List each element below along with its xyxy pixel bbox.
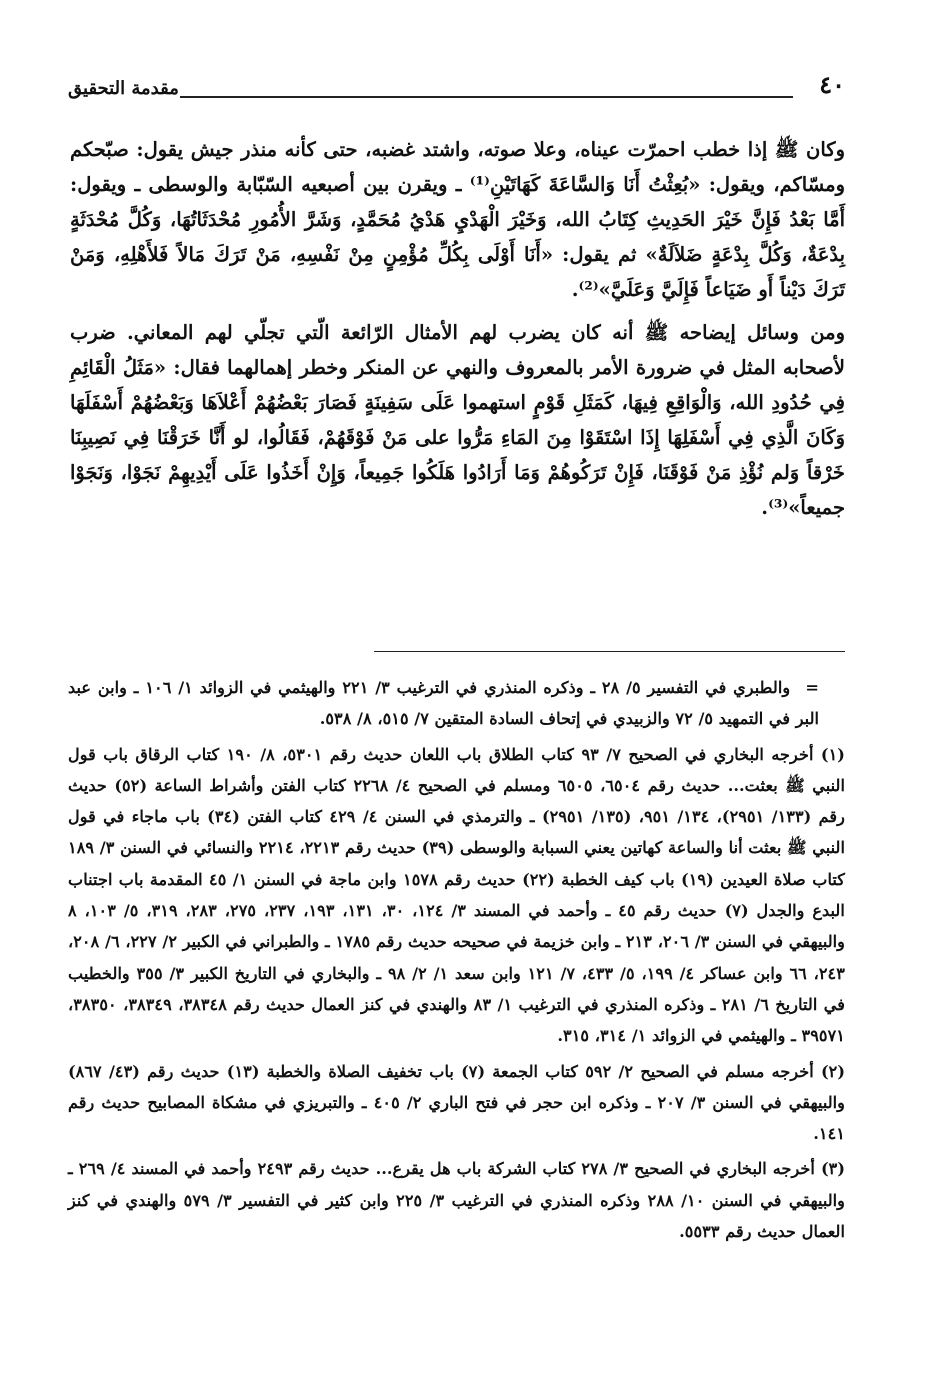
footnote-text: أخرجه البخاري في الصحيح ٧/ ٩٣ كتاب الطلاق باب اللعان حديث رقم ٥٣٠١، ٨/ ١٩٠ كتاب الرقاق باب قول النبي ﷺ بعثت... حديث رقم ٦٥٠٤، ٦٥٠٥ ومسلم في الصحيح ٤/ ٢٢٦٨ كتاب الفتن وأشراط الساعة (٥٢) حديث رقم (١٣٣/ ٢٩٥١)، ١٣٤/ ٩٥١، (١٣٥/ ٢٩٥١) ـ والترمذي في السنن ٤/ ٤٢٩ كتاب الفتن (٣٤) باب ماجاء في قول النبي ﷺ بعثت أنا والساعة كهاتين يعني السبابة والوسطى (٣٩) حديث رقم ٢٢١٣، ٢٢١٤ والنسائي في السنن ٣/ ١٨٩ كتاب صلاة العيدين (١٩) باب كيف الخطبة (٢٢) حديث رقم ١٥٧٨ وابن ماجة في السنن ١/ ٤٥ المقدمة باب اجتناب البدع والجدل (٧) حديث رقم ٤٥ ـ وأحمد في المسند ٣/ ١٢٤، ٣٠، ١٣١، ١٩٣، ٢٣٧، ٢٧٥، ٢٨٣، ٣١٩، ٥/ ١٠٣، ٨ والبيهقي في السنن ٣/ ٢٠٦، ٢١٣ ـ وابن خزيمة في صحيحه حديث رقم ١٧٨٥ ـ والطبراني في الكبير ٢/ ٢٢٧، ٦/ ٢٠٨، ٢٤٣، ٦٦ وابن عساكر ٤/ ١٩٩، ٥/ ٤٣٣، ٧/ ١٢١ وابن سعد ١/ ٢/ ٩٨ ـ والبخاري في التاريخ الكبير ٣/ ٣٥٥ والخطيب في التاريخ ٦/ ٢٨١ ـ وذكره المنذري في الترغيب ١/ ٨٣ والهندي في كنز العمال حديث رقم ٣٨٣٤٨، ٣٨٣٤٩، ٣٨٣٥٠، ٣٩٥٧١ ـ والهيثمي في الزوائد ١/ ٣١٤، ٣١٥.: [68, 744, 845, 1046]
footnote-text: أخرجه مسلم في الصحيح ٢/ ٥٩٢ كتاب الجمعة (٧) باب تخفيف الصلاة والخطبة (١٣) حديث رقم (٤٣/ ٨٦٧) والبيهقي في السنن ٣/ ٢٠٧ ـ وذكره ابن حجر في فتح الباري ٢/ ٤٠٥ ـ والتبريزي في مشكاة المصابيح حديث رقم ١٤١.: [68, 1061, 845, 1144]
running-title: مقدمة التحقيق: [68, 78, 179, 99]
page-header: [68, 70, 845, 106]
paragraph: وكان ﷺ إذا خطب احمرّت عيناه، وعلا صوته، واشتد غضبه، حتى كأنه منذر جيش يقول: صبّحكم ومسّاكم، ويقول: «بُعِثْتُ أَنَا وَالسَّاعَةَ كَهَاتَيْنِ⁽¹⁾ ـ ويقرن بين أصبعيه السّبّابة والوسطى ـ ويقول: أَمَّا بَعْدُ فَإِنَّ خَيْرَ الحَدِيثِ كِتَابُ الله، وَخَيْرَ الْهَدْيِ هَدْيُ مُحَمَّدٍ، وَشَرَّ الأُمُورِ مُحْدَثَاتُهَا، وَكُلَّ مُحْدَثَةٍ بِدْعَةٌ، وَكُلَّ بِدْعَةٍ ضَلاَلَةٌ» ثم يقول: «أَنَا أَوْلَى بِكُلِّ مُؤْمِنٍ مِنْ نَفْسِهِ، مَنْ تَرَكَ مَالاً فَلأَهْلِهِ، وَمَنْ تَرَكَ دَيْناً أَو ضَيَاعاً فَإِلَيَّ وَعَلَيَّ»⁽²⁾.: [70, 138, 845, 301]
footnote-marker: (٣): [820, 1159, 845, 1179]
footnote-continuation: [68, 672, 845, 735]
header-rule: [180, 96, 793, 98]
footnote-text: أخرجه البخاري في الصحيح ٣/ ٢٧٨ كتاب الشركة باب هل يقرع... حديث رقم ٢٤٩٣ وأحمد في المسند ٤/ ٢٦٩ ـ والبيهقي في السنن ١٠/ ٢٨٨ وذكره المنذري في الترغيب ٣/ ٢٢٥ وابن كثير في التفسير ٣/ ٥٧٩ والهندي في كنز العمال حديث رقم ٥٥٣٣.: [68, 1159, 845, 1242]
main-text: [70, 132, 845, 525]
footnote-separator: [374, 651, 845, 652]
footnote-2: [68, 1056, 845, 1150]
footnote-marker: =: [805, 678, 819, 697]
footnote-1: [68, 739, 845, 1052]
footnotes: [68, 672, 845, 1251]
footnote-marker: (٢): [820, 1061, 846, 1081]
footnote-text: والطبري في التفسير ٥/ ٢٨ ـ وذكره المنذري في الترغيب ٣/ ٢٢١ والهيثمي في الزوائد ١/ ١٠٦ ـ وابن عبد البر في التمهيد ٥/ ٧٢ والزبيدي في إتحاف السادة المتقين ٧/ ٥١٥، ٨/ ٥٣٨.: [68, 678, 819, 729]
footnote-3: [68, 1153, 845, 1247]
footnote-marker: (١): [820, 744, 845, 764]
paragraph: ومن وسائل إيضاحه ﷺ أنه كان يضرب لهم الأمثال الرّائعة الّتي تجلّي لهم المعاني. ضرب لأصحابه المثل في ضرورة الأمر بالمعروف والنهي عن المنكر وخطر إهمالهما فقال: «مَثَلُ الْقَائِمِ فِي حُدُودِ الله، وَالْوَاقِعِ فِيهَا، كَمَثَلِ قَوْمٍ استهموا عَلَى سَفِينَةٍ فَصَارَ بَعْضُهُمْ أَعْلاَهَا وَبَعْضُهُمْ أَسْفَلَهَا وَكَانَ الَّذِي فِي أَسْفَلِهَا إِذَا اسْتَقَوْا مِنَ المَاءِ مَرُّوا على مَنْ فَوْقَهُمْ، فَقَالُوا، لو أَنَّا خَرَقْنَا فِي نَصِيبِنَا خَرْقاً وَلم نُؤْذِ مَنْ فَوْقَنَا، فَإِنْ تَرَكُوهُمْ وَمَا أَرَادُوا هَلَكُوا جَمِيعاً، وَإِنْ أَخَذُوا عَلَى أَيْدِيهِمْ نَجَوْا، وَنَجَوْا جميعاً»⁽³⁾.: [70, 321, 845, 519]
page-number: ٤٠: [819, 70, 845, 99]
